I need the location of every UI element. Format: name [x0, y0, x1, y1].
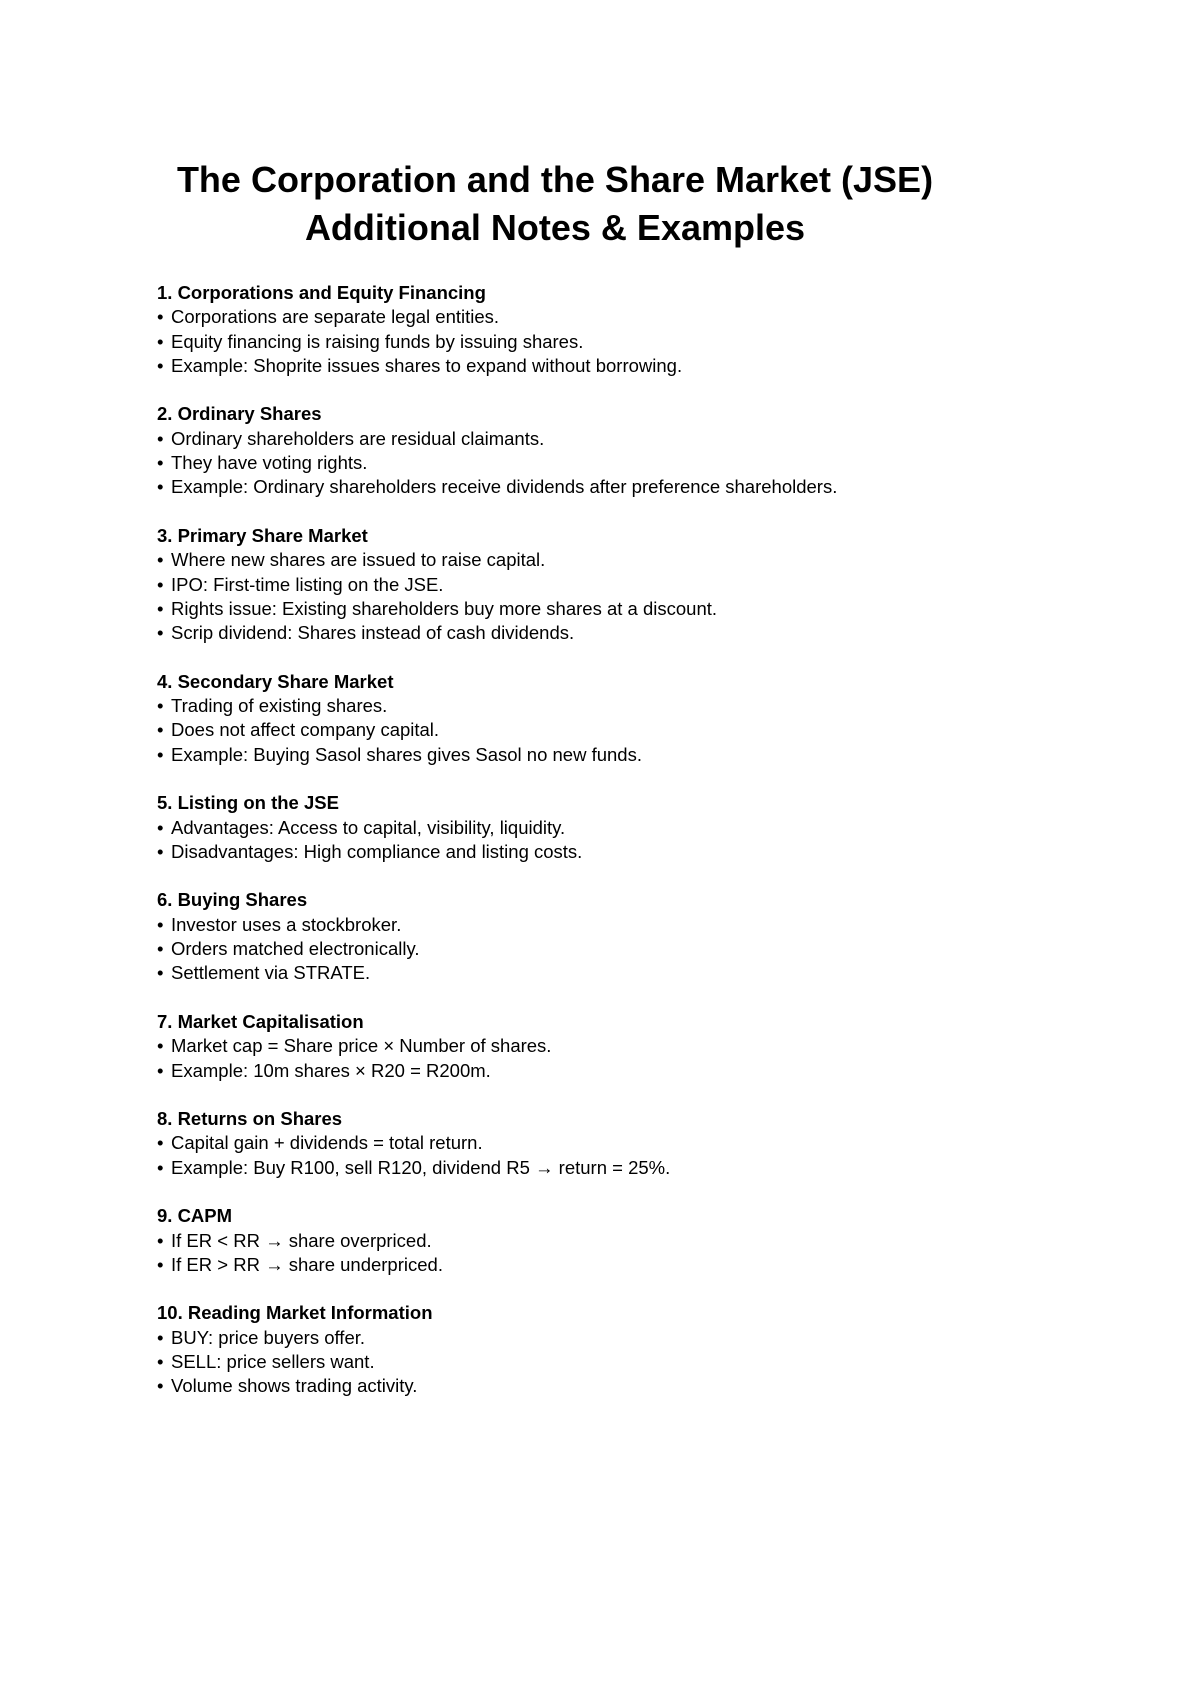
bullet-text: Advantages: Access to capital, visibility, liquidity.: [171, 816, 566, 838]
bullet-item: [157, 354, 1107, 378]
bullet-icon: •: [157, 1156, 164, 1178]
bullet-icon: •: [157, 1035, 164, 1057]
bullet-item: [157, 621, 1107, 645]
document-subtitle: Additional Notes & Examples: [304, 207, 806, 248]
document-title: The Corporation and the Share Market (JSE): [176, 159, 934, 200]
bullet-text: Example: Buy R100, sell R120, dividend R5 → return = 25%.: [171, 1156, 671, 1178]
bullet-icon: •: [157, 1132, 164, 1154]
bullet-text: Ordinary shareholders are residual claimants.: [171, 427, 545, 449]
section-reading-market-information: [157, 1301, 1107, 1398]
bullet-text: Example: Ordinary shareholders receive dividends after preference shareholders.: [171, 476, 838, 498]
bullet-text: Corporations are separate legal entities.: [171, 306, 500, 328]
bullet-text: Rights issue: Existing shareholders buy more shares at a discount.: [171, 597, 718, 619]
section-heading: 10. Reading Market Information: [157, 1302, 433, 1324]
bullet-icon: •: [157, 743, 164, 765]
section-heading: 9. CAPM: [157, 1205, 233, 1227]
bullet-text: Capital gain + dividends = total return.: [171, 1132, 483, 1154]
section-heading: 6. Buying Shares: [157, 889, 308, 911]
bullet-item: [157, 1326, 1107, 1350]
bullet-text: BUY: price buyers offer.: [171, 1326, 366, 1348]
bullet-icon: •: [157, 452, 164, 474]
bullet-item: [157, 961, 1107, 985]
section-secondary-share-market: [157, 670, 1107, 767]
bullet-text: Does not affect company capital.: [171, 719, 440, 741]
bullet-item: [157, 1156, 1107, 1180]
bullet-icon: •: [157, 354, 164, 376]
bullet-text: IPO: First-time listing on the JSE.: [171, 573, 444, 595]
section-corporations-equity-financing: [157, 281, 1107, 378]
bullet-text: Volume shows trading activity.: [171, 1375, 418, 1397]
bullet-text: Trading of existing shares.: [171, 695, 388, 717]
bullet-item: [157, 475, 1107, 499]
bullet-icon: •: [157, 306, 164, 328]
bullet-item: [157, 1059, 1107, 1083]
bullet-icon: •: [157, 1351, 164, 1373]
bullet-icon: •: [157, 549, 164, 571]
bullet-text: SELL: price sellers want.: [171, 1351, 375, 1373]
bullet-item: [157, 548, 1107, 572]
bullet-text: Example: Buying Sasol shares gives Sasol no new funds.: [171, 743, 642, 765]
section-heading: 4. Secondary Share Market: [157, 670, 394, 692]
bullet-item: [157, 743, 1107, 767]
bullet-icon: •: [157, 1326, 164, 1348]
bullet-text: Settlement via STRATE.: [171, 962, 371, 984]
bullet-icon: •: [157, 719, 164, 741]
bullet-text: If ER > RR → share underpriced.: [171, 1253, 443, 1275]
bullet-icon: •: [157, 1059, 164, 1081]
bullet-icon: •: [157, 695, 164, 717]
bullet-item: [157, 913, 1107, 937]
section-buying-shares: [157, 888, 1107, 985]
bullet-item: [157, 840, 1107, 864]
section-returns-on-shares: [157, 1107, 1107, 1180]
bullet-item: [157, 1350, 1107, 1374]
bullet-item: [157, 597, 1107, 621]
bullet-icon: •: [157, 427, 164, 449]
bullet-text: Example: 10m shares × R20 = R200m.: [171, 1059, 491, 1081]
bullet-item: [157, 816, 1107, 840]
bullet-icon: •: [157, 597, 164, 619]
section-heading: 1. Corporations and Equity Financing: [157, 282, 486, 303]
bullet-item: [157, 1374, 1107, 1398]
bullet-item: [157, 573, 1107, 597]
bullet-icon: •: [157, 938, 164, 960]
section-capm: [157, 1204, 1107, 1277]
bullet-icon: •: [157, 476, 164, 498]
bullet-item: [157, 718, 1107, 742]
bullet-icon: •: [157, 1375, 164, 1397]
bullet-text: Where new shares are issued to raise capital.: [171, 549, 546, 571]
bullet-icon: •: [157, 1253, 164, 1275]
bullet-item: [157, 937, 1107, 961]
bullet-text: Orders matched electronically.: [171, 938, 420, 960]
section-ordinary-shares: [157, 402, 1107, 499]
bullet-item: [157, 1253, 1107, 1277]
bullet-text: Market cap = Share price × Number of shares.: [171, 1035, 552, 1057]
bullet-icon: •: [157, 622, 164, 644]
section-heading: 7. Market Capitalisation: [157, 1010, 364, 1032]
bullet-icon: •: [157, 962, 164, 984]
bullet-icon: •: [157, 330, 164, 352]
bullet-text: If ER < RR → share overpriced.: [171, 1229, 432, 1251]
bullet-text: Scrip dividend: Shares instead of cash dividends.: [171, 622, 575, 644]
section-heading: 5. Listing on the JSE: [157, 792, 339, 814]
bullet-item: [157, 305, 1107, 329]
bullet-icon: •: [157, 913, 164, 935]
section-heading: 2. Ordinary Shares: [157, 403, 322, 425]
bullet-item: [157, 330, 1107, 354]
notes-content: [157, 281, 1107, 1423]
bullet-item: [157, 451, 1107, 475]
bullet-item: [157, 1229, 1107, 1253]
bullet-item: [157, 1131, 1107, 1155]
bullet-text: Disadvantages: High compliance and listing costs.: [171, 840, 583, 862]
bullet-icon: •: [157, 573, 164, 595]
section-heading: 3. Primary Share Market: [157, 524, 368, 546]
section-primary-share-market: [157, 524, 1107, 645]
bullet-text: Equity financing is raising funds by issuing shares.: [171, 330, 584, 352]
bullet-item: [157, 694, 1107, 718]
bullet-icon: •: [157, 816, 164, 838]
bullet-item: [157, 427, 1107, 451]
bullet-text: Investor uses a stockbroker.: [171, 913, 402, 935]
bullet-icon: •: [157, 1229, 164, 1251]
bullet-item: [157, 1034, 1107, 1058]
bullet-text: They have voting rights.: [171, 452, 368, 474]
title-block: [0, 156, 1110, 252]
section-listing-on-jse: [157, 791, 1107, 864]
section-heading: 8. Returns on Shares: [157, 1108, 343, 1130]
bullet-text: Example: Shoprite issues shares to expand without borrowing.: [171, 354, 683, 376]
bullet-icon: •: [157, 840, 164, 862]
section-market-capitalisation: [157, 1010, 1107, 1083]
